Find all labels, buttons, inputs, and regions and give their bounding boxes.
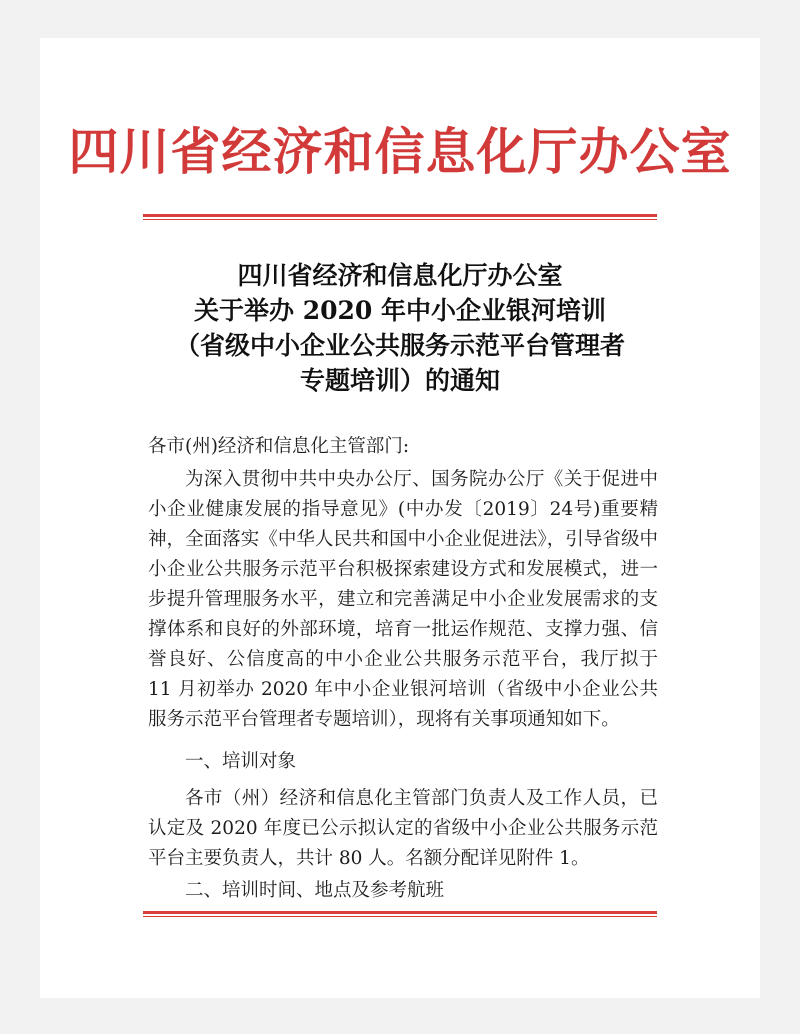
section-heading-2 [148, 876, 658, 906]
paragraph-text: 为深入贯彻中共中央办公厅、国务院办公厅《关于促进中小企业健康发展的指导意见》(中办发〔2019〕24号)重要精神，全面落实《中华人民共和国中小企业促进法》，引导省级中小企业公共服务示范平台积极探索建设方式和发展模式，进一步提升管理服务水平，建立和完善满足中小企业发展需求的支撑体系和良好的外部环境，培育一批运作规范、支撑力强、信誉良好、公信度高的中小企业公共服务示范平台，我厅拟于 11 月初举办 2020 年中小企业银河培训（省级中小企业公共服务示范平台管理者专题培训），现将有关事项通知如下。 [148, 469, 658, 730]
title-line-4: 专题培训）的通知 [299, 366, 500, 395]
paragraph-text: 各市（州）经济和信息化主管部门负责人及工作人员，已认定及 2020 年度已公示拟认定的省级中小企业公共服务示范平台主要负责人，共计 80 人。名额分配详见附件 1。 [148, 788, 658, 869]
section-heading-1 [148, 747, 658, 777]
title-line-1: 四川省经济和信息化厅办公室 [237, 261, 563, 290]
heading-text: 二、培训时间、地点及参考航班 [185, 880, 445, 901]
footer-divider [143, 911, 657, 917]
title-line-3: （省级中小企业公共服务示范平台管理者 [174, 331, 625, 360]
red-masthead: 四川省经济和信息化厅办公室 [68, 122, 732, 181]
body-paragraph-1 [148, 465, 658, 735]
body-paragraph-2 [148, 784, 658, 874]
salutation: 各市(州)经济和信息化主管部门: [148, 436, 410, 457]
masthead-divider [143, 214, 657, 220]
document-title [0, 258, 800, 398]
title-line-2: 关于举办 2020 年中小企业银河培训 [194, 296, 606, 325]
heading-text: 一、培训对象 [185, 751, 297, 772]
